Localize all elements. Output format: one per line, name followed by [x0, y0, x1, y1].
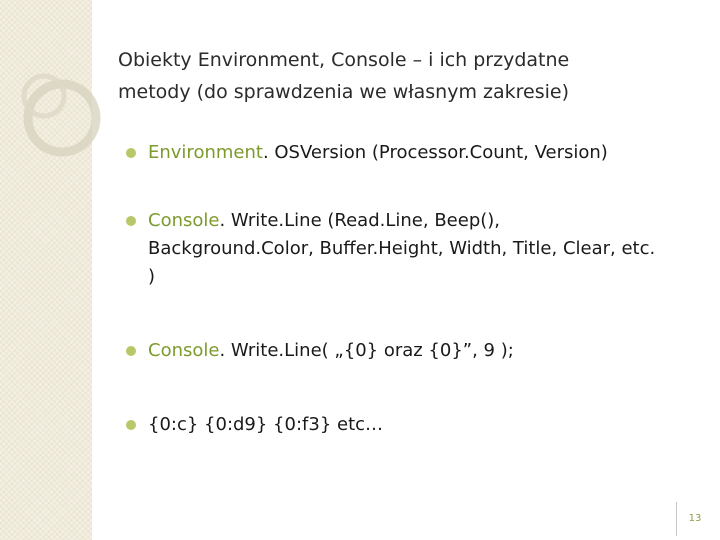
bullet-text: [148, 207, 701, 291]
bullet-line: . Write.Line( „{0} oraz {0}”, 9 );: [219, 340, 514, 361]
bullet-item-environment: [126, 139, 701, 167]
bullet-text: [148, 337, 701, 365]
page-number: 13: [676, 502, 713, 536]
title-line-2: metody (do sprawdzenia we własnym zakresie): [118, 81, 569, 103]
bullet-text: [148, 139, 701, 167]
bullet-item-console-format: [126, 337, 701, 365]
bullet-text: [148, 411, 701, 439]
bullet-dot-icon: [126, 346, 136, 356]
title-line-1: Obiekty Environment, Console – i ich przydatne: [118, 49, 570, 71]
bullet-dot-icon: [126, 216, 136, 226]
bullet-item-console-writeline: [126, 207, 701, 291]
bullet-line: . Write.Line (Read.Line, Beep(),: [219, 210, 501, 231]
slide-title: [118, 44, 638, 108]
decorative-rings: [0, 0, 120, 540]
bullet-accent: Console: [148, 340, 220, 361]
bullet-dot-icon: [126, 420, 136, 430]
bullet-line: {0:c} {0:d9} {0:f3} etc…: [148, 414, 384, 435]
bullet-line: ): [148, 266, 156, 287]
bullet-accent: Environment: [148, 142, 263, 163]
bullet-dot-icon: [126, 148, 136, 158]
bullet-line: . OSVersion (Processor.Count, Version): [262, 142, 608, 163]
small-ring: [24, 76, 64, 116]
bullet-accent: Console: [148, 210, 220, 231]
bullet-item-format-specifiers: [126, 411, 701, 439]
bullet-line: Background.Color, Buffer.Height, Width, Title, Clear, etc.: [148, 238, 656, 259]
